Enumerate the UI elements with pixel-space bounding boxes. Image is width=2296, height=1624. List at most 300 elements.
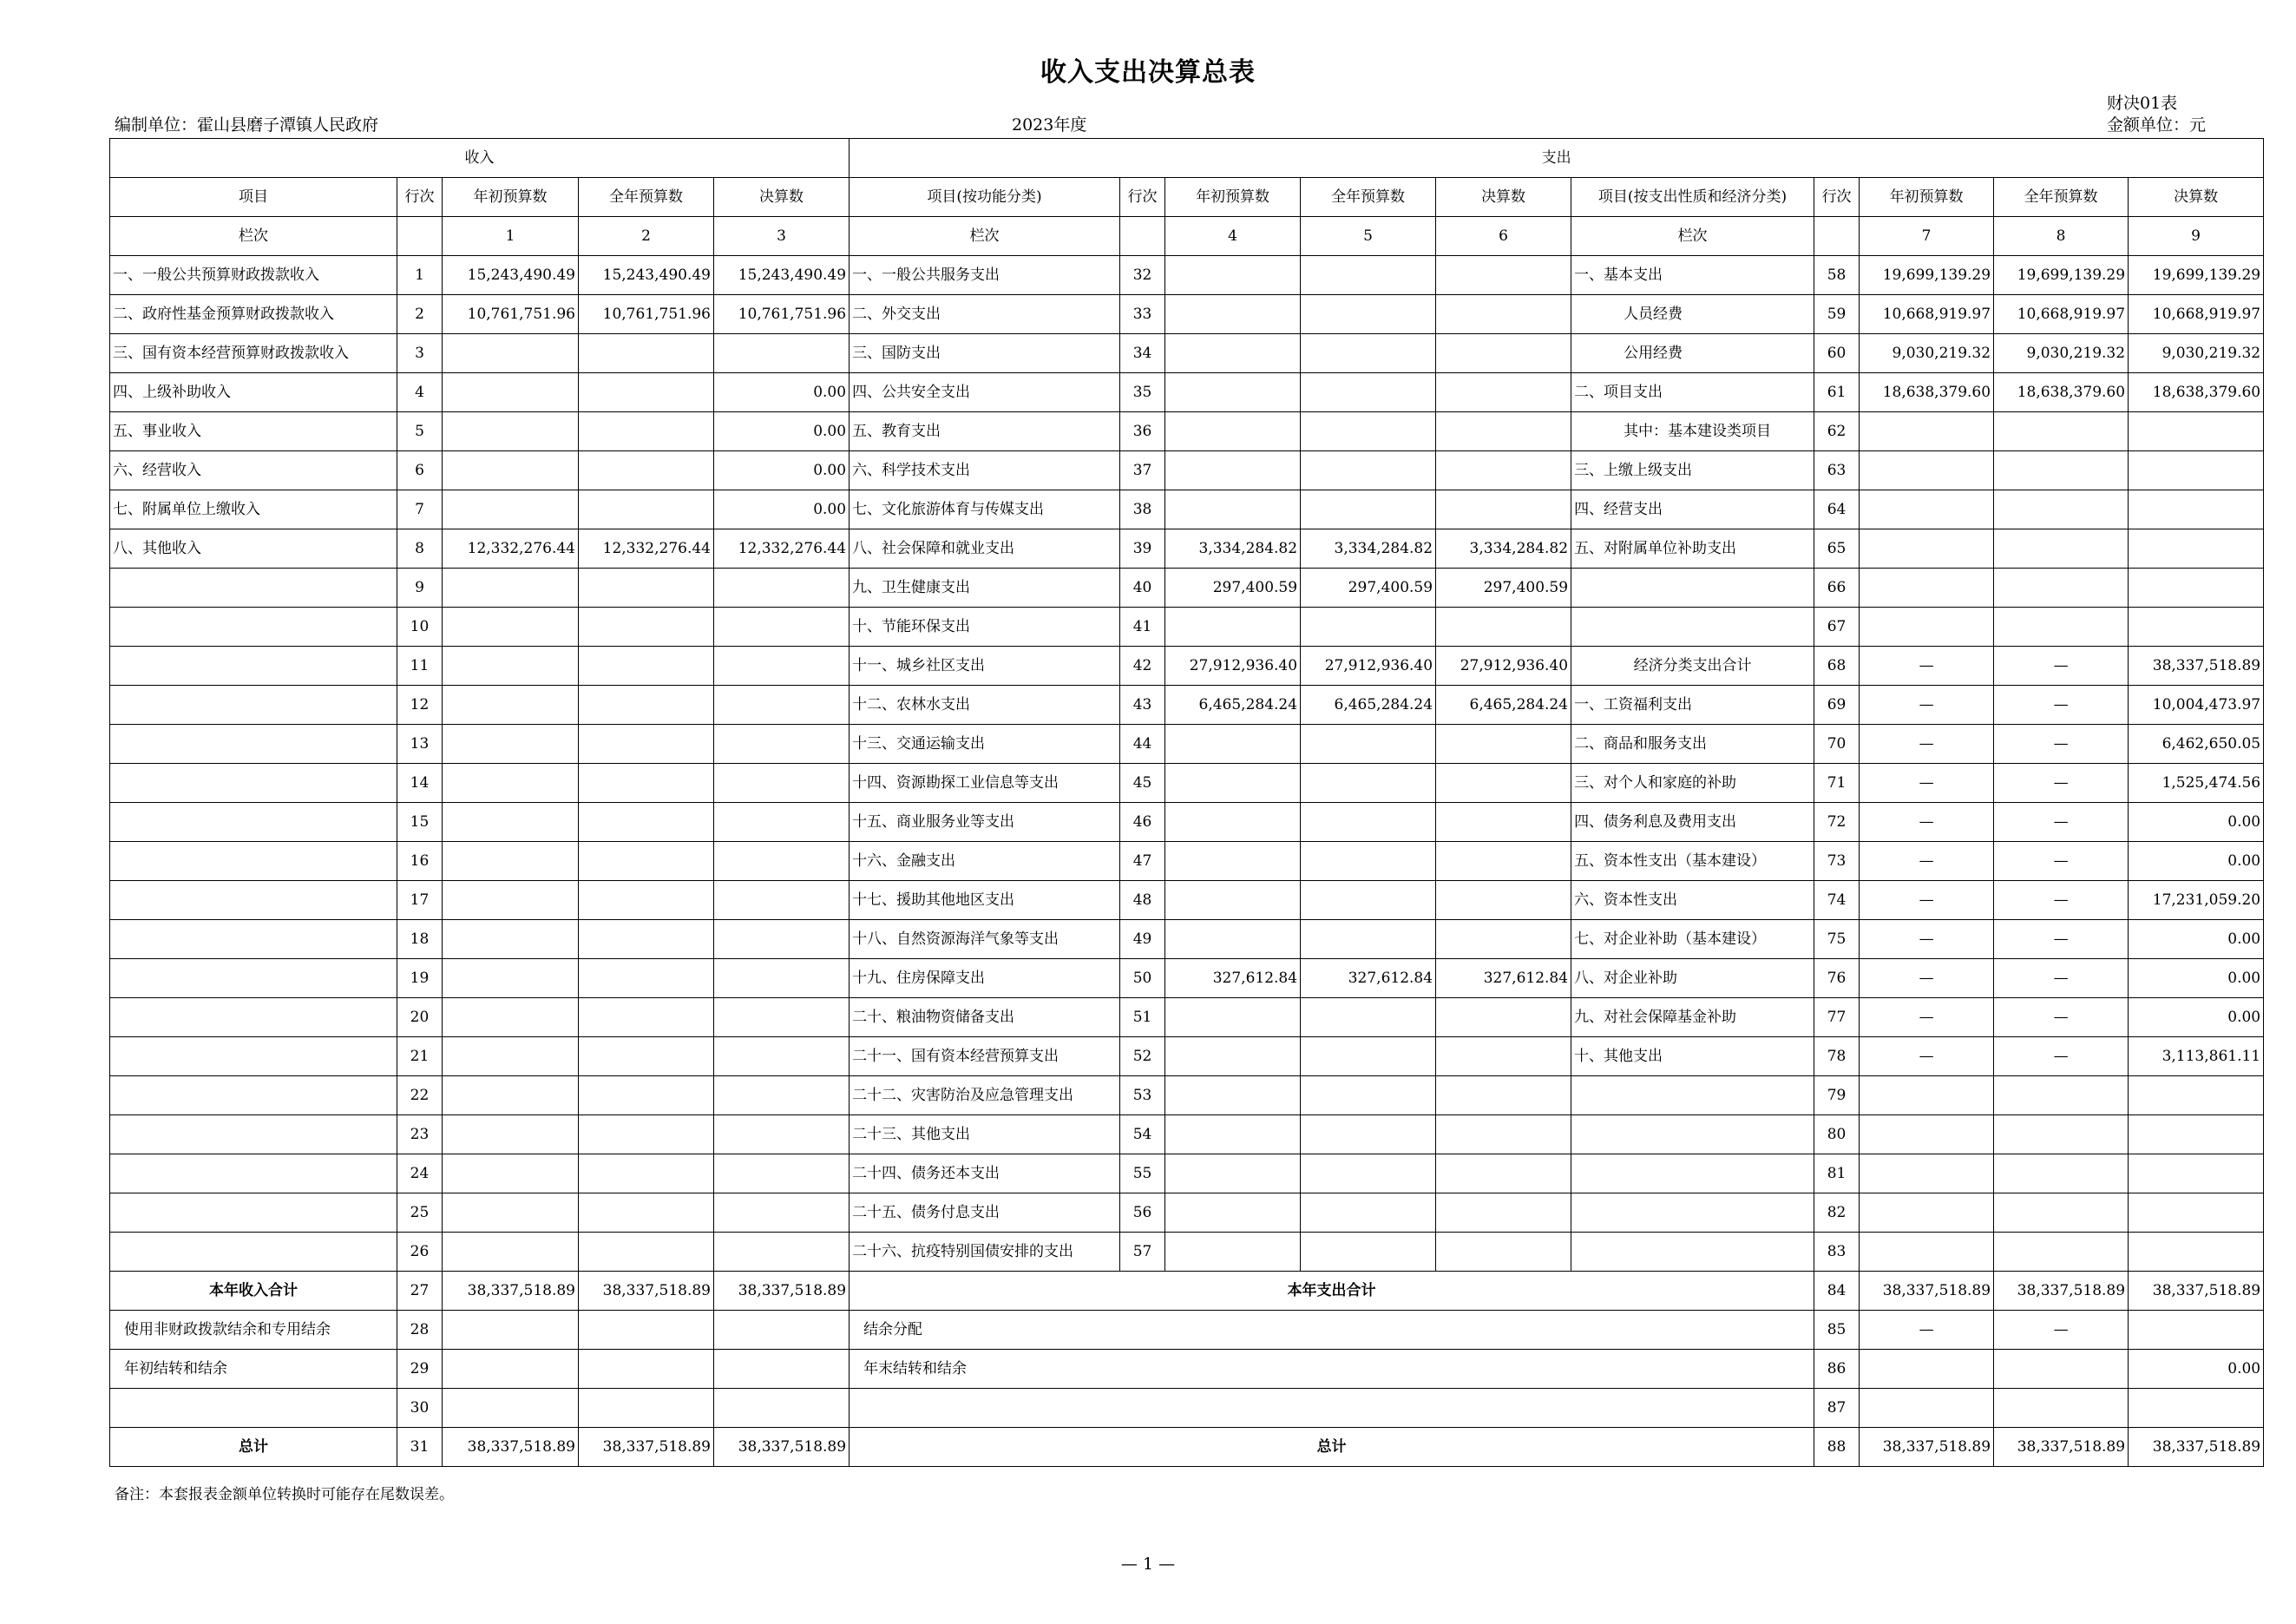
income-row-no: 20 xyxy=(397,998,443,1037)
col-index: 5 xyxy=(1301,217,1436,256)
econ-expense-row-no: 72 xyxy=(1814,803,1860,842)
econ-annual-budget: 19,699,139.29 xyxy=(1994,256,2129,295)
econ-annual-budget: 18,638,379.60 xyxy=(1994,373,2129,412)
total-expense-initial-budget: 38,337,518.89 xyxy=(1860,1428,1994,1467)
econ-expense-item: 公用经费 xyxy=(1571,334,1814,373)
func-annual-budget: 27,912,936.40 xyxy=(1301,647,1436,686)
total-income-annual-budget: 38,337,518.89 xyxy=(579,1272,714,1311)
econ-annual-budget xyxy=(1994,490,2129,529)
func-annual-budget: 3,334,284.82 xyxy=(1301,529,1436,569)
func-initial-budget xyxy=(1165,1233,1301,1272)
total-income-item: 使用非财政拨款结余和专用结余 xyxy=(110,1311,397,1350)
econ-initial-budget xyxy=(1860,1233,1994,1272)
table-row xyxy=(110,686,2264,725)
func-final: 297,400.59 xyxy=(1436,569,1571,608)
income-initial-budget xyxy=(443,647,579,686)
func-expense-row-no: 47 xyxy=(1120,842,1165,881)
econ-initial-budget xyxy=(1860,490,1994,529)
econ-expense-row-no: 64 xyxy=(1814,490,1860,529)
func-initial-budget xyxy=(1165,998,1301,1037)
func-initial-budget xyxy=(1165,842,1301,881)
func-expense-item: 十九、住房保障支出 xyxy=(850,959,1120,998)
table-row xyxy=(110,959,2264,998)
income-annual-budget xyxy=(579,1115,714,1154)
econ-expense-row-no: 62 xyxy=(1814,412,1860,451)
econ-expense-row-no: 83 xyxy=(1814,1233,1860,1272)
income-row-no: 2 xyxy=(397,295,443,334)
econ-expense-item: 八、对企业补助 xyxy=(1571,959,1814,998)
func-expense-row-no: 38 xyxy=(1120,490,1165,529)
econ-initial-budget xyxy=(1860,451,1994,490)
income-annual-budget xyxy=(579,1233,714,1272)
func-initial-budget xyxy=(1165,803,1301,842)
econ-expense-row-no: 59 xyxy=(1814,295,1860,334)
total-income-initial-budget xyxy=(443,1350,579,1389)
func-final xyxy=(1436,1233,1571,1272)
func-annual-budget xyxy=(1301,920,1436,959)
income-row-no: 14 xyxy=(397,764,443,803)
income-initial-budget xyxy=(443,373,579,412)
econ-initial-budget: — xyxy=(1860,647,1994,686)
econ-initial-budget: 19,699,139.29 xyxy=(1860,256,1994,295)
total-expense-annual-budget: 38,337,518.89 xyxy=(1994,1428,2129,1467)
income-initial-budget xyxy=(443,1193,579,1233)
func-initial-budget xyxy=(1165,1115,1301,1154)
econ-final xyxy=(2129,490,2264,529)
total-expense-row-no: 87 xyxy=(1814,1389,1860,1428)
total-income-initial-budget xyxy=(443,1311,579,1350)
income-initial-budget xyxy=(443,1076,579,1115)
income-initial-budget xyxy=(443,412,579,451)
income-item: 四、上级补助收入 xyxy=(110,373,397,412)
econ-final: 9,030,219.32 xyxy=(2129,334,2264,373)
econ-final: 1,525,474.56 xyxy=(2129,764,2264,803)
func-annual-budget xyxy=(1301,764,1436,803)
econ-annual-budget: — xyxy=(1994,686,2129,725)
income-annual-budget xyxy=(579,647,714,686)
econ-initial-budget: — xyxy=(1860,803,1994,842)
func-expense-row-no: 55 xyxy=(1120,1154,1165,1193)
func-annual-budget xyxy=(1301,334,1436,373)
econ-initial-budget: — xyxy=(1860,764,1994,803)
table-row xyxy=(110,647,2264,686)
func-final: 3,334,284.82 xyxy=(1436,529,1571,569)
func-initial-budget xyxy=(1165,881,1301,920)
econ-expense-item: 七、对企业补助（基本建设） xyxy=(1571,920,1814,959)
income-initial-budget xyxy=(443,959,579,998)
econ-expense-row-no: 80 xyxy=(1814,1115,1860,1154)
econ-final xyxy=(2129,412,2264,451)
func-final xyxy=(1436,451,1571,490)
income-final xyxy=(714,1115,850,1154)
func-initial-budget xyxy=(1165,334,1301,373)
income-final xyxy=(714,764,850,803)
func-annual-budget xyxy=(1301,842,1436,881)
table-row xyxy=(110,803,2264,842)
econ-final xyxy=(2129,1115,2264,1154)
total-expense-initial-budget xyxy=(1860,1389,1994,1428)
econ-expense-row-no: 58 xyxy=(1814,256,1860,295)
income-item xyxy=(110,1076,397,1115)
table-row xyxy=(110,1233,2264,1272)
total-expense-row-no: 86 xyxy=(1814,1350,1860,1389)
total-income-row-no: 30 xyxy=(397,1389,443,1428)
col-header-row-no: 行次 xyxy=(1120,178,1165,217)
func-expense-row-no: 33 xyxy=(1120,295,1165,334)
econ-annual-budget xyxy=(1994,412,2129,451)
income-row-no: 25 xyxy=(397,1193,443,1233)
func-annual-budget xyxy=(1301,490,1436,529)
econ-final xyxy=(2129,451,2264,490)
income-row-no: 15 xyxy=(397,803,443,842)
table-row xyxy=(110,920,2264,959)
income-initial-budget xyxy=(443,334,579,373)
econ-initial-budget xyxy=(1860,1115,1994,1154)
total-expense-item: 本年支出合计 xyxy=(850,1272,1814,1311)
income-final: 10,761,751.96 xyxy=(714,295,850,334)
econ-expense-row-no: 79 xyxy=(1814,1076,1860,1115)
econ-expense-item: 五、资本性支出（基本建设） xyxy=(1571,842,1814,881)
income-initial-budget xyxy=(443,803,579,842)
income-item xyxy=(110,1115,397,1154)
table-row xyxy=(110,529,2264,569)
empty-cell xyxy=(1814,217,1860,256)
econ-expense-row-no: 77 xyxy=(1814,998,1860,1037)
econ-annual-budget: 10,668,919.97 xyxy=(1994,295,2129,334)
econ-final xyxy=(2129,569,2264,608)
econ-expense-row-no: 82 xyxy=(1814,1193,1860,1233)
econ-expense-item xyxy=(1571,608,1814,647)
income-final xyxy=(714,725,850,764)
income-item xyxy=(110,569,397,608)
income-row-no: 8 xyxy=(397,529,443,569)
func-expense-row-no: 37 xyxy=(1120,451,1165,490)
func-annual-budget: 327,612.84 xyxy=(1301,959,1436,998)
col-header-row-no: 行次 xyxy=(1814,178,1860,217)
econ-final: 0.00 xyxy=(2129,920,2264,959)
table-row xyxy=(110,764,2264,803)
total-expense-final: 38,337,518.89 xyxy=(2129,1272,2264,1311)
func-annual-budget xyxy=(1301,256,1436,295)
income-row-no: 18 xyxy=(397,920,443,959)
income-item: 六、经营收入 xyxy=(110,451,397,490)
func-expense-row-no: 51 xyxy=(1120,998,1165,1037)
func-initial-budget: 27,912,936.40 xyxy=(1165,647,1301,686)
func-annual-budget xyxy=(1301,1115,1436,1154)
func-final xyxy=(1436,881,1571,920)
econ-expense-item: 一、工资福利支出 xyxy=(1571,686,1814,725)
func-annual-budget xyxy=(1301,295,1436,334)
income-item xyxy=(110,1193,397,1233)
func-expense-row-no: 46 xyxy=(1120,803,1165,842)
income-initial-budget xyxy=(443,920,579,959)
econ-expense-row-no: 73 xyxy=(1814,842,1860,881)
econ-annual-budget: — xyxy=(1994,881,2129,920)
income-final xyxy=(714,920,850,959)
total-income-initial-budget: 38,337,518.89 xyxy=(443,1428,579,1467)
econ-annual-budget: — xyxy=(1994,920,2129,959)
page-title: 收入支出决算总表 xyxy=(1040,57,1256,88)
func-expense-item: 十七、援助其他地区支出 xyxy=(850,881,1120,920)
econ-expense-item: 一、基本支出 xyxy=(1571,256,1814,295)
func-expense-row-no: 48 xyxy=(1120,881,1165,920)
econ-annual-budget xyxy=(1994,1233,2129,1272)
econ-annual-budget xyxy=(1994,569,2129,608)
total-expense-row-no: 85 xyxy=(1814,1311,1860,1350)
total-income-row-no: 27 xyxy=(397,1272,443,1311)
econ-expense-row-no: 65 xyxy=(1814,529,1860,569)
income-annual-budget xyxy=(579,842,714,881)
income-item xyxy=(110,1233,397,1272)
income-final xyxy=(714,647,850,686)
total-expense-item: 年末结转和结余 xyxy=(850,1350,1814,1389)
econ-initial-budget: — xyxy=(1860,725,1994,764)
table-row xyxy=(110,881,2264,920)
table-row xyxy=(110,842,2264,881)
econ-final xyxy=(2129,608,2264,647)
income-initial-budget xyxy=(443,1233,579,1272)
income-item xyxy=(110,764,397,803)
func-initial-budget xyxy=(1165,608,1301,647)
total-income-final: 38,337,518.89 xyxy=(714,1428,850,1467)
func-expense-item: 十、节能环保支出 xyxy=(850,608,1120,647)
func-annual-budget xyxy=(1301,412,1436,451)
func-annual-budget: 6,465,284.24 xyxy=(1301,686,1436,725)
income-annual-budget xyxy=(579,1037,714,1076)
col-header-func-item: 项目(按功能分类) xyxy=(850,178,1120,217)
income-row-no: 13 xyxy=(397,725,443,764)
func-annual-budget xyxy=(1301,725,1436,764)
econ-annual-budget xyxy=(1994,529,2129,569)
empty-cell xyxy=(1120,217,1165,256)
func-expense-row-no: 40 xyxy=(1120,569,1165,608)
func-annual-budget xyxy=(1301,1233,1436,1272)
func-initial-budget xyxy=(1165,1193,1301,1233)
func-initial-budget: 6,465,284.24 xyxy=(1165,686,1301,725)
econ-final: 10,004,473.97 xyxy=(2129,686,2264,725)
income-annual-budget xyxy=(579,959,714,998)
econ-annual-budget xyxy=(1994,451,2129,490)
income-annual-budget xyxy=(579,569,714,608)
func-final xyxy=(1436,490,1571,529)
func-expense-item: 二十、粮油物资储备支出 xyxy=(850,998,1120,1037)
total-expense-initial-budget: — xyxy=(1860,1311,1994,1350)
income-final xyxy=(714,1154,850,1193)
func-expense-item: 二十四、债务还本支出 xyxy=(850,1154,1120,1193)
total-row xyxy=(110,1389,2264,1428)
income-item xyxy=(110,920,397,959)
econ-final: 10,668,919.97 xyxy=(2129,295,2264,334)
col-header-row-no: 行次 xyxy=(397,178,443,217)
econ-final: 18,638,379.60 xyxy=(2129,373,2264,412)
total-income-final: 38,337,518.89 xyxy=(714,1272,850,1311)
income-initial-budget xyxy=(443,569,579,608)
func-annual-budget xyxy=(1301,881,1436,920)
func-final xyxy=(1436,764,1571,803)
econ-expense-item: 十、其他支出 xyxy=(1571,1037,1814,1076)
econ-expense-row-no: 60 xyxy=(1814,334,1860,373)
econ-initial-budget xyxy=(1860,529,1994,569)
col-header-final: 决算数 xyxy=(1436,178,1571,217)
income-annual-budget xyxy=(579,451,714,490)
econ-initial-budget: — xyxy=(1860,1037,1994,1076)
income-annual-budget: 10,761,751.96 xyxy=(579,295,714,334)
econ-expense-row-no: 69 xyxy=(1814,686,1860,725)
income-initial-budget xyxy=(443,608,579,647)
income-item xyxy=(110,998,397,1037)
total-expense-final xyxy=(2129,1311,2264,1350)
func-expense-item: 二十二、灾害防治及应急管理支出 xyxy=(850,1076,1120,1115)
total-expense-row-no: 88 xyxy=(1814,1428,1860,1467)
income-item xyxy=(110,725,397,764)
income-row-no: 9 xyxy=(397,569,443,608)
func-expense-row-no: 50 xyxy=(1120,959,1165,998)
income-final xyxy=(714,686,850,725)
total-row xyxy=(110,1350,2264,1389)
func-expense-row-no: 49 xyxy=(1120,920,1165,959)
income-annual-budget xyxy=(579,1076,714,1115)
func-expense-row-no: 56 xyxy=(1120,1193,1165,1233)
econ-expense-item xyxy=(1571,1154,1814,1193)
col-index-label: 栏次 xyxy=(110,217,397,256)
table-row xyxy=(110,412,2264,451)
func-expense-item: 二、外交支出 xyxy=(850,295,1120,334)
econ-final xyxy=(2129,529,2264,569)
func-final: 27,912,936.40 xyxy=(1436,647,1571,686)
func-annual-budget: 297,400.59 xyxy=(1301,569,1436,608)
table-row xyxy=(110,1115,2264,1154)
econ-initial-budget xyxy=(1860,608,1994,647)
func-expense-item: 十六、金融支出 xyxy=(850,842,1120,881)
table-row xyxy=(110,490,2264,529)
table-row xyxy=(110,451,2264,490)
econ-initial-budget xyxy=(1860,1154,1994,1193)
econ-expense-row-no: 66 xyxy=(1814,569,1860,608)
income-item xyxy=(110,803,397,842)
income-initial-budget xyxy=(443,881,579,920)
econ-final: 6,462,650.05 xyxy=(2129,725,2264,764)
table-row xyxy=(110,569,2264,608)
total-expense-initial-budget xyxy=(1860,1350,1994,1389)
func-initial-budget xyxy=(1165,764,1301,803)
income-final xyxy=(714,569,850,608)
econ-initial-budget: — xyxy=(1860,842,1994,881)
econ-initial-budget: 10,668,919.97 xyxy=(1860,295,1994,334)
income-row-no: 19 xyxy=(397,959,443,998)
func-initial-budget xyxy=(1165,725,1301,764)
econ-expense-row-no: 81 xyxy=(1814,1154,1860,1193)
income-final xyxy=(714,998,850,1037)
income-initial-budget xyxy=(443,686,579,725)
total-income-annual-budget xyxy=(579,1389,714,1428)
econ-final xyxy=(2129,1154,2264,1193)
total-income-annual-budget xyxy=(579,1311,714,1350)
income-final xyxy=(714,881,850,920)
func-expense-item: 十三、交通运输支出 xyxy=(850,725,1120,764)
func-expense-item: 四、公共安全支出 xyxy=(850,373,1120,412)
total-income-initial-budget: 38,337,518.89 xyxy=(443,1272,579,1311)
total-income-row-no: 29 xyxy=(397,1350,443,1389)
total-expense-item: 结余分配 xyxy=(850,1311,1814,1350)
func-expense-row-no: 32 xyxy=(1120,256,1165,295)
func-expense-item: 二十三、其他支出 xyxy=(850,1115,1120,1154)
expense-section-header: 支出 xyxy=(850,139,2264,178)
func-annual-budget xyxy=(1301,451,1436,490)
total-income-annual-budget: 38,337,518.89 xyxy=(579,1428,714,1467)
income-row-no: 7 xyxy=(397,490,443,529)
econ-expense-item: 五、对附属单位补助支出 xyxy=(1571,529,1814,569)
econ-expense-row-no: 71 xyxy=(1814,764,1860,803)
income-row-no: 24 xyxy=(397,1154,443,1193)
func-expense-row-no: 54 xyxy=(1120,1115,1165,1154)
income-final: 0.00 xyxy=(714,490,850,529)
total-income-row-no: 28 xyxy=(397,1311,443,1350)
econ-annual-budget xyxy=(1994,1115,2129,1154)
econ-initial-budget: — xyxy=(1860,959,1994,998)
econ-annual-budget: — xyxy=(1994,647,2129,686)
income-final xyxy=(714,842,850,881)
func-annual-budget xyxy=(1301,373,1436,412)
econ-initial-budget xyxy=(1860,412,1994,451)
func-annual-budget xyxy=(1301,803,1436,842)
econ-expense-row-no: 78 xyxy=(1814,1037,1860,1076)
econ-final xyxy=(2129,1193,2264,1233)
income-annual-budget xyxy=(579,686,714,725)
func-initial-budget: 3,334,284.82 xyxy=(1165,529,1301,569)
total-income-annual-budget xyxy=(579,1350,714,1389)
func-final xyxy=(1436,1076,1571,1115)
currency-unit: 金额单位：元 xyxy=(2107,115,2207,135)
income-annual-budget xyxy=(579,412,714,451)
income-row-no: 22 xyxy=(397,1076,443,1115)
econ-initial-budget xyxy=(1860,1076,1994,1115)
col-header-econ-item: 项目(按支出性质和经济分类) xyxy=(1571,178,1814,217)
income-item: 八、其他收入 xyxy=(110,529,397,569)
income-annual-budget xyxy=(579,1193,714,1233)
income-item: 三、国有资本经营预算财政拨款收入 xyxy=(110,334,397,373)
income-final: 15,243,490.49 xyxy=(714,256,850,295)
econ-expense-item xyxy=(1571,569,1814,608)
func-expense-item: 七、文化旅游体育与传媒支出 xyxy=(850,490,1120,529)
table-row xyxy=(110,1154,2264,1193)
income-final: 0.00 xyxy=(714,373,850,412)
table-row xyxy=(110,334,2264,373)
func-annual-budget xyxy=(1301,1154,1436,1193)
econ-initial-budget: — xyxy=(1860,920,1994,959)
table-row xyxy=(110,295,2264,334)
income-annual-budget: 15,243,490.49 xyxy=(579,256,714,295)
footnote: 备注：本套报表金额单位转换时可能存在尾数误差。 xyxy=(115,1486,454,1503)
income-item xyxy=(110,842,397,881)
econ-expense-item xyxy=(1571,1193,1814,1233)
column-index-row xyxy=(110,217,2264,256)
econ-final xyxy=(2129,1076,2264,1115)
income-initial-budget xyxy=(443,1037,579,1076)
income-annual-budget xyxy=(579,881,714,920)
income-item: 一、一般公共预算财政拨款收入 xyxy=(110,256,397,295)
func-expense-item: 二十五、债务付息支出 xyxy=(850,1193,1120,1233)
func-initial-budget xyxy=(1165,1076,1301,1115)
income-item xyxy=(110,881,397,920)
econ-final: 0.00 xyxy=(2129,803,2264,842)
func-expense-row-no: 52 xyxy=(1120,1037,1165,1076)
income-final xyxy=(714,959,850,998)
column-header-row xyxy=(110,178,2264,217)
col-header-initial-budget: 年初预算数 xyxy=(443,178,579,217)
table-row xyxy=(110,373,2264,412)
func-expense-row-no: 42 xyxy=(1120,647,1165,686)
econ-annual-budget: — xyxy=(1994,1037,2129,1076)
